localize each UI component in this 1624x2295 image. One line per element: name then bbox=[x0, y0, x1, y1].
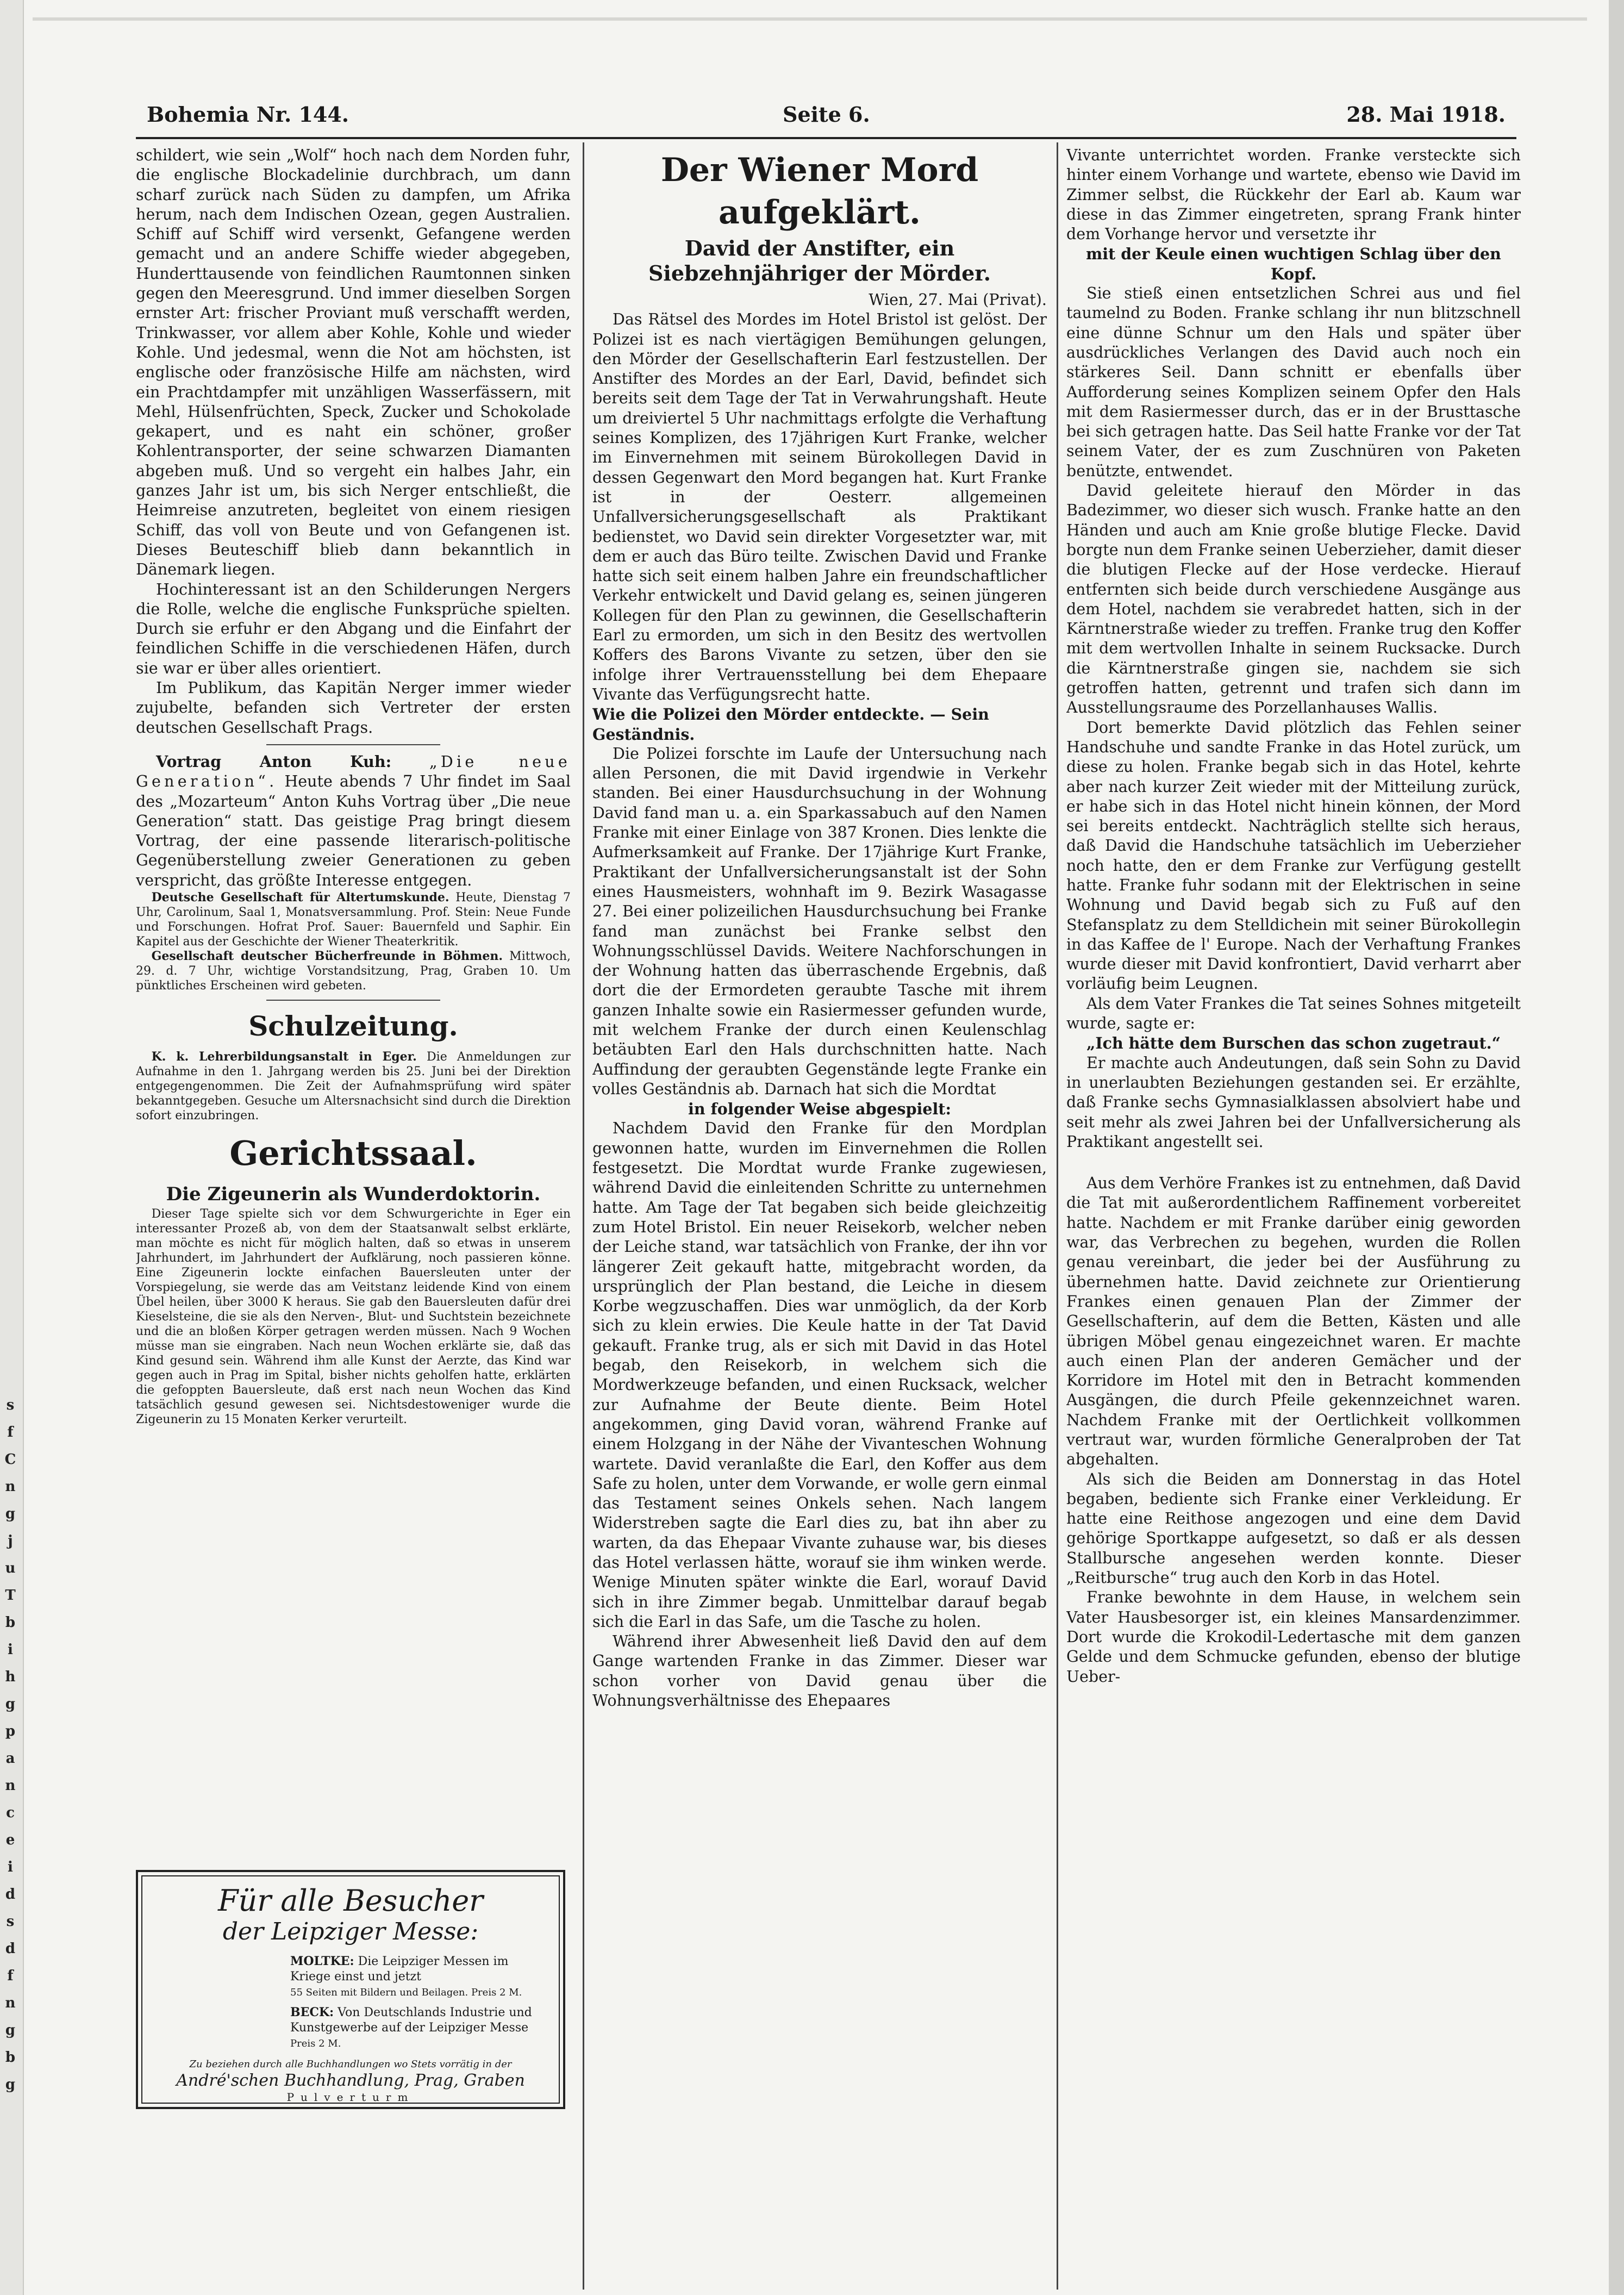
article-paragraph: Als dem Vater Frankes die Tat seines Sohnes mitgeteilt wurde, sagte er: bbox=[1066, 994, 1521, 1033]
notice-buecherfreunde-head: Gesellschaft deutscher Bücherfreunde in Böhmen. bbox=[151, 949, 503, 963]
ad-book-beck-author: BECK: bbox=[290, 2005, 334, 2019]
kuh-lecture bbox=[136, 752, 571, 890]
article-subheading: „Ich hätte dem Burschen das schon zugetraut.“ bbox=[1086, 1034, 1501, 1053]
margin-letter: i bbox=[8, 1859, 13, 1875]
margin-letter: f bbox=[7, 1424, 14, 1440]
article-paragraph: Das Rätsel des Mordes im Hotel Bristol ist gelöst. Der Polizei ist es nach viertägigen Bemühungen gelungen, den Mörder der Gesellschafterin Earl festzustellen. Der Anstifter des Mordes an der Earl, David, befindet sich bereits seit dem Tage der Tat in Verwahrungshaft. Heute um dreiviertel 5 Uhr nachmittags erfolgte die Verhaftung seines Komplizen, des 17jährigen Kurt Franke, welcher im Einvernehmen mit seinem Bürokollegen David in dessen Gegenwart den Mord begangen hat. Kurt Franke ist in der Oesterr. allgemeinen Unfallversicherungsgesellschaft als Praktikant bedienstet, wo David sein direkter Vorgesetzter war, mit dem er auch das Büro teilte. Zwischen David und Franke hatte sich seit einem halben Jahre ein freundschaftlicher Verkehr entwickelt und David gelang es, seinen jüngeren Kollegen für den Plan zu gewinnen, die Gesellschafterin Earl zu ermorden, um sich in den Besitz des wertvollen Koffers des Barons Vivante zu setzen, über den sie infolge ihrer Vertrauensstellung bei dem Ehepaare Vivante das Verfügungsrecht hatte. bbox=[592, 310, 1047, 703]
notice-buecherfreunde bbox=[136, 949, 571, 993]
notice-altertumskunde-head: Deutsche Gesellschaft für Altertumskunde. bbox=[151, 890, 449, 905]
margin-letter: u bbox=[5, 1560, 16, 1576]
article-subheadline: David der Anstifter, ein Siebzehnjähriger der Mörder. bbox=[648, 236, 991, 285]
article-paragraph: Während ihrer Abwesenheit ließ David den auf dem Gange wartenden Franke in das Zimmer. Dieser war schon vorher von David genau über die Wohnungsverhältnisse des Ehepaares bbox=[592, 1632, 1047, 1710]
margin-letter: b bbox=[5, 2049, 16, 2066]
nerger-text-3: Im Publikum, das Kapitän Nerger immer wieder zujubelte, befanden sich Vertreter der ersten deutschen Gesellschaft Prags. bbox=[136, 679, 571, 737]
margin-letter: a bbox=[5, 1750, 15, 1767]
margin-letter: g bbox=[5, 1506, 16, 1522]
article-paragraph: Dort bemerkte David plötzlich das Fehlen seiner Handschuhe und sandte Franke in das Hotel zurück, um diese zu holen. Franke begab sich in das Hotel, kehrte aber nach kurzer Zeit wieder mit der Mitteilung zurück, er habe sich in das Hotel nicht hinein können, der Mord sei bereits entdeckt. Nachträglich stellte sich heraus, daß David die Handschuhe tatsächlich im Ueberzieher noch hatte, den er dem Franke zur Verfügung gestellt hatte. Franke fuhr sodann mit der Elektrischen in seine Wohnung und David begab sich zu Fuß auf den Stefansplatz zu dem Stelldichein mit seiner Bürokollegin in das Kaffee de l' Europe. Nach der Verhaftung Frankes wurde dieser mit David konfrontiert, David verharrt aber vorläufig beim Leugnen. bbox=[1066, 718, 1521, 993]
notice-altertumskunde bbox=[136, 890, 571, 949]
kuh-lecture-text: Heute abends 7 Uhr findet im Saal des „Mozarteum“ Anton Kuhs Vortrag über „Die neue Generation“ statt. Das geistige Prag bringt diesem Vortrag, der eine passende literarisch-politische Gegenüberstellung zweier Generationen zu geben verspricht, das größte Interesse entgegen. bbox=[136, 772, 571, 889]
margin-letter: g bbox=[5, 2022, 16, 2038]
ad-book-beck bbox=[290, 2005, 547, 2051]
leipzig-fair-advertisement bbox=[136, 1870, 565, 2109]
right-edge-strip bbox=[1609, 0, 1624, 2295]
margin-letter: C bbox=[4, 1451, 16, 1468]
ad-footer-note: Zu beziehen durch alle Buchhandlungen wo Stets vorrätig in der bbox=[189, 2059, 512, 2070]
ad-book-moltke-info: 55 Seiten mit Bildern und Beilagen. Preis 2 M. bbox=[290, 1987, 522, 1998]
schulzeitung-title: Schulzeitung. bbox=[248, 1009, 458, 1042]
article-paragraph: Aus dem Verhöre Frankes ist zu entnehmen, daß David die Tat mit außerordentlichem Raffinement vorbereitet hatte. Nachdem er mit Franke darüber einig geworden war, das Verbrechen zu begehen, wurden die Rollen genau vereinbart, die jeder bei der Ausführung zu übernehmen hatte. David zeichnete zur Orientierung Frankes einen genauen Plan der Zimmer der Gesellschafterin, auf dem die Betten, Kästen und alle übrigen Möbel genau eingezeichnet waren. Er machte auch einen Plan der anderen Gemächer und der Korridore im Hotel mit den in Betracht kommenden Ausgängen, die durch Pfeile gekennzeichnet waren. Nachdem Franke mit der Oertlichkeit vollkommen vertraut war, wurden förmliche Generalproben der Tat abgehalten. bbox=[1066, 1174, 1521, 1469]
margin-letter: j bbox=[8, 1533, 13, 1549]
margin-letter: s bbox=[6, 1397, 15, 1413]
column-rule-2 bbox=[1057, 142, 1058, 2290]
margin-letter: d bbox=[5, 1886, 16, 1903]
article-paragraph: Nachdem David den Franke für den Mordplan gewonnen hatte, wurden im Einvernehmen die Rollen festgesetzt. Die Mordtat wurde Franke zugewiesen, während David die einleitenden Schritte zu unternehmen hatte. Am Tage der Tat begaben sich beide gleichzeitig zum Hotel Bristol. Ein neuer Reisekorb, welcher neben der Leiche stand, war tatsächlich von Franke, der ihn vor längerer Zeit gekauft hatte, mitgebracht worden, da ursprünglich der Plan bestand, die Leiche in diesem Korbe wegzuschaffen. Dies war unmöglich, da der Korb sich zu klein erwies. Die Keule hatte in der Tat David gekauft. Franke trug, als er sich mit David in das Hotel begab, den Reisekorb, in welchem sich die Mordwerkzeuge befanden, und einen Rucksack, welcher zur Aufnahme der Beute diente. Beim Hotel angekommen, ging David voran, während Franke auf einem Holzgang in der Nähe der Vivanteschen Wohnung wartete. David veranlaßte die Earl, den Koffer aus dem Safe zu holen, unter dem Vorwande, er wolle gern einmal das Testament seines Onkels sehen. Nach langem Widerstreben sagte die Earl dies zu, bat ihn aber zu warten, da das Ehepaar Vivante zuhause war, bis dieses das Hotel verlassen hätte, worauf sie ihm winken werde. Wenige Minuten später winkte die Earl, worauf David sich in ihre Zimmer begab. Unmittelbar darauf begab sich die Earl in das Safe, um die Tasche zu holen. bbox=[592, 1119, 1047, 1631]
article-paragraph: David geleitete hierauf den Mörder in das Badezimmer, wo dieser sich wusch. Franke hatte an den Händen und auch am Knie große blutige Flecke. David borgte nun dem Franke seinen Ueberzieher, damit dieser die blutigen Flecke auf der Hose verdecke. Hierauf entfernten sich beide durch verschiedene Ausgänge aus dem Hotel, nachdem sie verabredet hatten, sich in der Kärntnerstraße wieder zu treffen. Franke trug den Koffer mit dem wertvollen Inhalte in seinem Rucksacke. Durch die Kärntnerstraße gingen sie, nachdem sie sich getroffen hatten, getrennt und trafen sich dann im Ausstellungsraume des Porzellanhauses Wallis. bbox=[1066, 482, 1521, 717]
margin-letter: d bbox=[5, 1941, 16, 1957]
gerichtssaal-title: Gerichtssaal. bbox=[229, 1133, 477, 1173]
kuh-lecture-title: „Die neue Generation“. bbox=[136, 752, 571, 791]
gerichtssaal-text: Dieser Tage spielte sich vor dem Schwurgerichte in Eger ein interessanter Prozeß ab, von dem der Staatsanwalt selbst erklärte, man möchte es nicht für möglich halten, daß so etwas in unserem Jahrhundert, im Jahrhundert der Aufklärung, noch passieren könne. Eine Zigeunerin lockte einfachen Bauersleuten unter der Vorspiegelung, sie werde das am Veitstanz leidende Kind von einem Übel heilen, über 3000 K heraus. Sie gab den Bauersleuten dafür drei Kieselsteine, die sie als den Nerven-, Blut- und Suchtstein bezeichnete und die an bloßen Körper getragen werden müssen. Nach 9 Wochen müsse man sie eingraben. Nach neun Wochen erklärte sie, daß das Kind gesund sein. Während ihm alle Kunst der Aerzte, das Kind war gegen auch in Prag im Spital, bisher nichts geholfen hatte, erklärten die gefoppten Bauersleute, daß erst nach neun Wochen das Kind tatsächlich gesund gewesen sei. Nichtsdestoweniger wurde die Zigeunerin zu 15 Monaten Kerker verurteilt. bbox=[136, 1207, 571, 1426]
article-subheading: Wie die Polizei den Mörder entdeckte. — Sein Geständnis. bbox=[592, 705, 989, 744]
article-paragraph: Franke bewohnte in dem Hause, in welchem sein Vater Hausbesorger ist, ein kleines Mansardenzimmer. Dort wurde die Krokodil-Ledertasche mit dem ganzen Gelde und dem Schmucke gefunden, ebenso der blutige Ueber- bbox=[1066, 1588, 1521, 1686]
ad-book-beck-info: Preis 2 M. bbox=[290, 2038, 341, 2049]
margin-letter: c bbox=[6, 1805, 15, 1821]
separator bbox=[266, 1000, 440, 1001]
nerger-text-1: schildert, wie sein „Wolf“ hoch nach dem Norden fuhr, die englische Blockadelinie durchbrach, um dann scharf zurück nach Süden zu dampfen, um Afrika herum, nach dem Indischen Ozean, gegen Australien. Schiff auf Schiff wird versenkt, Gefangene werden gemacht und an andere Schiffe wieder abgegeben, Hunderttausende von feindlichen Raumtonnen sinken gegen den Meeresgrund. Und immer dieselben Sorgen ernster Art: frischer Proviant muß verschafft werden, Trinkwasser, vor allem aber Kohle, Kohle und wieder Kohle. Und jedesmal, wenn die Not am höchsten, ist englische oder französische Hilfe am nächsten, wird ein Prachtdampfer mit unzähligen Wasserfässern, mit Mehl, Hülsenfrüchten, Speck, Zucker und Schokolade gekapert, und es naht ein schöner, großer Kohlentransporter, der seine schwarzen Diamanten abgeben muß. Und so vergeht ein halbes Jahr, ein ganzes Jahr ist um, bis sich Nerger entschließt, die Heimreise anzutreten, begleitet von einem riesigen Schiff, das voll von Beute und von Gefangenen ist. Dieses Beuteschiff blieb dann bekanntlich in Dänemark liegen. bbox=[136, 146, 571, 579]
schulzeitung-notice-text: Die Anmeldungen zur Aufnahme in den 1. Jahrgang werden bis 25. Juni bei der Direktion entgegengenommen. Die Zeit der Aufnahmsprüfung wird später bekanntgegeben. Gesuche um Altersnachsicht sind durch die Direktion sofort einzubringen. bbox=[136, 1050, 571, 1122]
nerger-text-2: Hochinteressant ist an den Schilderungen Nergers die Rolle, welche die englische Funksprüche spielten. Durch sie erfuhr er den Abgang und die Einfahrt der feindlichen Schiffe in die verschiedenen Häfen, durch sie war er über alles orientiert. bbox=[136, 580, 571, 677]
column-2 bbox=[592, 146, 1047, 2277]
margin-letter: n bbox=[5, 1995, 16, 2011]
margin-letter: p bbox=[5, 1723, 16, 1739]
ad-book-beck-title: Von Deutschlands Industrie und Kunstgewerbe auf der Leipziger Messe bbox=[290, 2006, 532, 2035]
margin-letter: g bbox=[5, 2076, 16, 2093]
article-paragraph: Vivante unterrichtet worden. Franke versteckte sich hinter einem Vorhange und wartete, ebenso wie David im Zimmer selbst, die Rückkehr der Earl ab. Kaum war diese in das Zimmer eingetreten, sprang Frank hinter dem Vorhange hervor und versetzte ihr bbox=[1066, 146, 1521, 244]
separator bbox=[266, 744, 440, 745]
article-dateline: Wien, 27. Mai (Privat). bbox=[869, 291, 1047, 309]
notice-buecherfreunde-text: Mittwoch, 29. d. 7 Uhr, wichtige Vorstandsitzung, Prag, Graben 10. Um pünktliches Erscheinen wird gebeten. bbox=[136, 949, 571, 993]
ad-title-line-1: Für alle Besucher bbox=[217, 1884, 483, 1918]
top-scan-line bbox=[33, 17, 1587, 21]
margin-letter: e bbox=[5, 1832, 15, 1848]
margin-letter: i bbox=[8, 1642, 13, 1658]
ad-title-line-2: der Leipziger Messe: bbox=[222, 1918, 479, 1945]
article-subheading: in folgender Weise abgespielt: bbox=[688, 1100, 951, 1119]
column-rule-1 bbox=[583, 142, 584, 2290]
schulzeitung-notice-head: K. k. Lehrerbildungsanstalt in Eger. bbox=[151, 1049, 417, 1064]
article-paragraph: Als sich die Beiden am Donnerstag in das Hotel begaben, bediente sich Franke einer Verkleidung. Er hatte eine Reithose angezogen und eine dem David gehörige Sportkappe aufgesetzt, so daß er als dessen Stallbursche angesehen werden konnte. Dieser „Reitbursche“ trug auch den Korb in das Hotel. bbox=[1066, 1470, 1521, 1587]
header-page-number: Seite 6. bbox=[783, 102, 870, 127]
ad-bookshop-name: André'schen Buchhandlung, Prag, Graben bbox=[176, 2071, 525, 2090]
margin-letter: g bbox=[5, 1696, 16, 1712]
article-paragraph: Die Polizei forschte im Laufe der Untersuchung nach allen Personen, die mit David irgendwie in Verkehr standen. Bei einer Hausdurchsuchung in der Wohnung David fand man u. a. ein Sparkassabuch auf den Namen Franke mit einer Einlage von 387 Kronen. Dies lenkte die Aufmerksamkeit auf Franke. Der 17jährige Kurt Franke, Praktikant der Unfallversicherungsanstalt ist der Sohn eines Hausmeisters, wohnhaft im 9. Bezirk Wasagasse 27. Bei einer polizeilichen Hausdurchsuchung bei Franke fand man zunächst bei Franke selbst den Wohnungsschlüssel Davids. Weitere Nachforschungen in der Wohnung hatten das überraschende Ergebnis, daß dort die der Ermordeten geraubte Tasche mit ihrem ganzen Inhalte sowie ein Rasiermesser gefunden wurde, mit welchem Franke der durch einen Keulenschlag betäubten Earl den Hals durchschnitten hatte. Nach Auffindung der geraubten Gegenstände legte Franke ein volles Geständnis ab. Darnach hat sich die Mordtat bbox=[592, 744, 1047, 1098]
header-rule bbox=[136, 137, 1516, 139]
column-3 bbox=[1066, 146, 1521, 2277]
margin-letter: f bbox=[7, 1968, 14, 1984]
header-date: 28. Mai 1918. bbox=[1346, 102, 1506, 127]
article-subheading: mit der Keule einen wuchtigen Schlag über den Kopf. bbox=[1086, 245, 1501, 283]
header-paper-name: Bohemia Nr. 144. bbox=[147, 102, 349, 127]
column-1 bbox=[136, 146, 571, 1863]
ad-book-moltke-author: MOLTKE: bbox=[290, 1954, 354, 1968]
ad-book-moltke-title: Die Leipziger Messen im Kriege einst und jetzt bbox=[290, 1955, 509, 1984]
margin-letter: b bbox=[5, 1614, 16, 1631]
margin-letter: n bbox=[5, 1479, 16, 1495]
ad-book-moltke bbox=[290, 1954, 547, 2000]
margin-letter: h bbox=[5, 1669, 16, 1685]
article-paragraph: Sie stieß einen entsetzlichen Schrei aus und fiel taumelnd zu Boden. Franke schlang ihr nun blitzschnell eine dünne Schnur um den Hals und später über ausdrückliches Verlangen des David auch noch ein stärkeres Seil. Dann schnitt er ebenfalls über Aufforderung seines Komplizen seinem Opfer den Hals mit dem Rasiermesser durch, das er in der Brusttasche bei sich getragen hatte. Das Seil hatte Franke vor der Tat seinem Vater, der es zum Zuschnüren von Paketen benützte, entwendet. bbox=[1066, 284, 1521, 480]
notice-altertumskunde-text: Heute, Dienstag 7 Uhr, Carolinum, Saal 1, Monatsversammlung. Prof. Stein: Neue Funde und Forschungen. Hofrat Prof. Sauer: Bauernfeld und Saphir. Ein Kapitel aus der Geschichte der Wiener Theaterkritik. bbox=[136, 890, 571, 949]
paragraph-gap bbox=[1066, 1152, 1521, 1174]
margin-letter: T bbox=[5, 1587, 16, 1604]
article-paragraph: Er machte auch Andeutungen, daß sein Sohn zu David in unerlaubten Beziehungen gestanden sei. Er erzählte, daß Franke sechs Gymnasialklassen absolviert habe und seit mehr als zwei Jahren bei der Unfallversicherung als Praktikant angestellt sei. bbox=[1066, 1053, 1521, 1151]
kuh-lecture-head: Vortrag Anton Kuh: bbox=[156, 752, 392, 771]
schulzeitung-notice bbox=[136, 1050, 571, 1123]
gerichtssaal-subtitle: Die Zigeunerin als Wunderdoktorin. bbox=[166, 1183, 541, 1205]
article-headline: Der Wiener Mord aufgeklärt. bbox=[660, 151, 979, 232]
margin-letter: n bbox=[5, 1778, 16, 1794]
page-header bbox=[136, 102, 1516, 135]
margin-letter: s bbox=[6, 1913, 15, 1930]
ad-bookshop-location: Pulverturm bbox=[286, 2091, 415, 2104]
